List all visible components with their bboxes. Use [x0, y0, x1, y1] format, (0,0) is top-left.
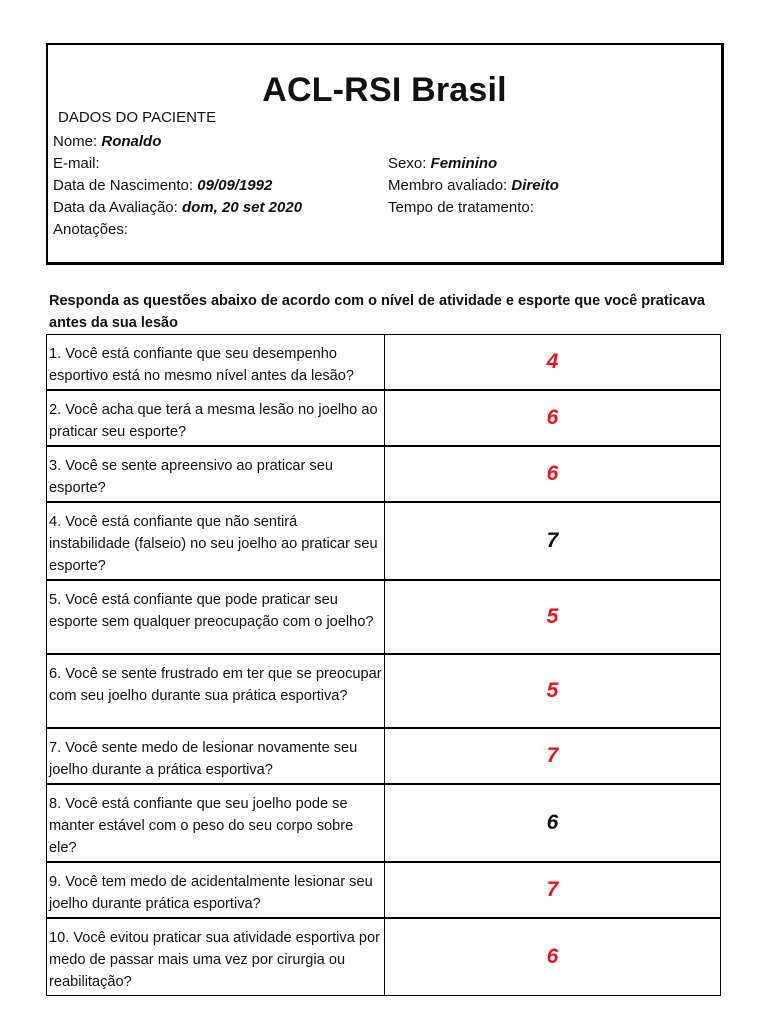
question-row — [47, 580, 721, 654]
question-score: 7 — [385, 502, 721, 580]
question-row — [47, 728, 721, 784]
eval-date-value: dom, 20 set 2020 — [181, 199, 303, 216]
limb-field — [388, 177, 559, 194]
eval-date-label: Data da Avaliação: — [53, 199, 178, 216]
question-score: 5 — [385, 580, 721, 654]
question-text: 4. Você está confiante que não sentirá instabilidade (falseio) no seu joelho ao praticar seu esporte? — [47, 502, 385, 580]
email-label: E-mail: — [53, 155, 100, 172]
notes-label: Anotações: — [53, 221, 129, 238]
birth-date-label: Data de Nascimento: — [53, 177, 194, 194]
treatment-label: Tempo de tratamento: — [388, 199, 534, 216]
question-row — [47, 654, 721, 728]
question-row — [47, 390, 721, 446]
question-score: 7 — [385, 862, 721, 918]
name-field — [53, 133, 161, 150]
question-text: 8. Você está confiante que seu joelho pode se manter estável com o peso do seu corpo sobre ele? — [47, 784, 385, 862]
question-text: 10. Você evitou praticar sua atividade esportiva por medo de passar mais uma vez por cirurgia ou reabilitação? — [47, 918, 385, 996]
eval-date-field — [53, 199, 302, 216]
section-label: DADOS DO PACIENTE — [58, 109, 217, 126]
form-title: ACL-RSI Brasil — [262, 71, 507, 109]
question-text: 9. Você tem medo de acidentalmente lesionar seu joelho durante prática esportiva? — [47, 862, 385, 918]
question-score: 6 — [385, 784, 721, 862]
question-row — [47, 918, 721, 996]
limb-label: Membro avaliado: — [388, 177, 508, 194]
sex-field — [388, 155, 497, 172]
instructions-text: Responda as questões abaixo de acordo com o nível de atividade e esporte que você praticava antes da sua lesão — [49, 293, 705, 331]
question-text: 5. Você está confiante que pode praticar seu esporte sem qualquer preocupação com o joelho? — [47, 580, 385, 654]
limb-value: Direito — [511, 177, 559, 194]
question-score: 6 — [385, 390, 721, 446]
name-value: Ronaldo — [101, 133, 162, 150]
question-score: 6 — [385, 446, 721, 502]
question-score: 4 — [385, 335, 721, 391]
questions-table — [46, 334, 721, 996]
treatment-field — [388, 199, 534, 216]
name-label: Nome: — [53, 133, 98, 150]
question-text: 6. Você se sente frustrado em ter que se preocupar com seu joelho durante sua prática esportiva? — [47, 654, 385, 728]
question-row — [47, 335, 721, 391]
email-field — [53, 155, 100, 172]
sex-value: Feminino — [430, 155, 498, 172]
question-score: 6 — [385, 918, 721, 996]
question-score: 5 — [385, 654, 721, 728]
sex-label: Sexo: — [388, 155, 427, 172]
question-row — [47, 446, 721, 502]
question-text: 3. Você se sente apreensivo ao praticar seu esporte? — [47, 446, 385, 502]
question-text: 7. Você sente medo de lesionar novamente seu joelho durante a prática esportiva? — [47, 728, 385, 784]
birth-date-field — [53, 177, 272, 194]
patient-data-box — [46, 43, 724, 265]
notes-field — [53, 221, 128, 238]
question-text: 2. Você acha que terá a mesma lesão no joelho ao praticar seu esporte? — [47, 390, 385, 446]
question-score: 7 — [385, 728, 721, 784]
question-row — [47, 784, 721, 862]
question-row — [47, 862, 721, 918]
question-row — [47, 502, 721, 580]
birth-date-value: 09/09/1992 — [197, 177, 273, 194]
question-text: 1. Você está confiante que seu desempenho esportivo está no mesmo nível antes da lesão? — [47, 335, 385, 391]
